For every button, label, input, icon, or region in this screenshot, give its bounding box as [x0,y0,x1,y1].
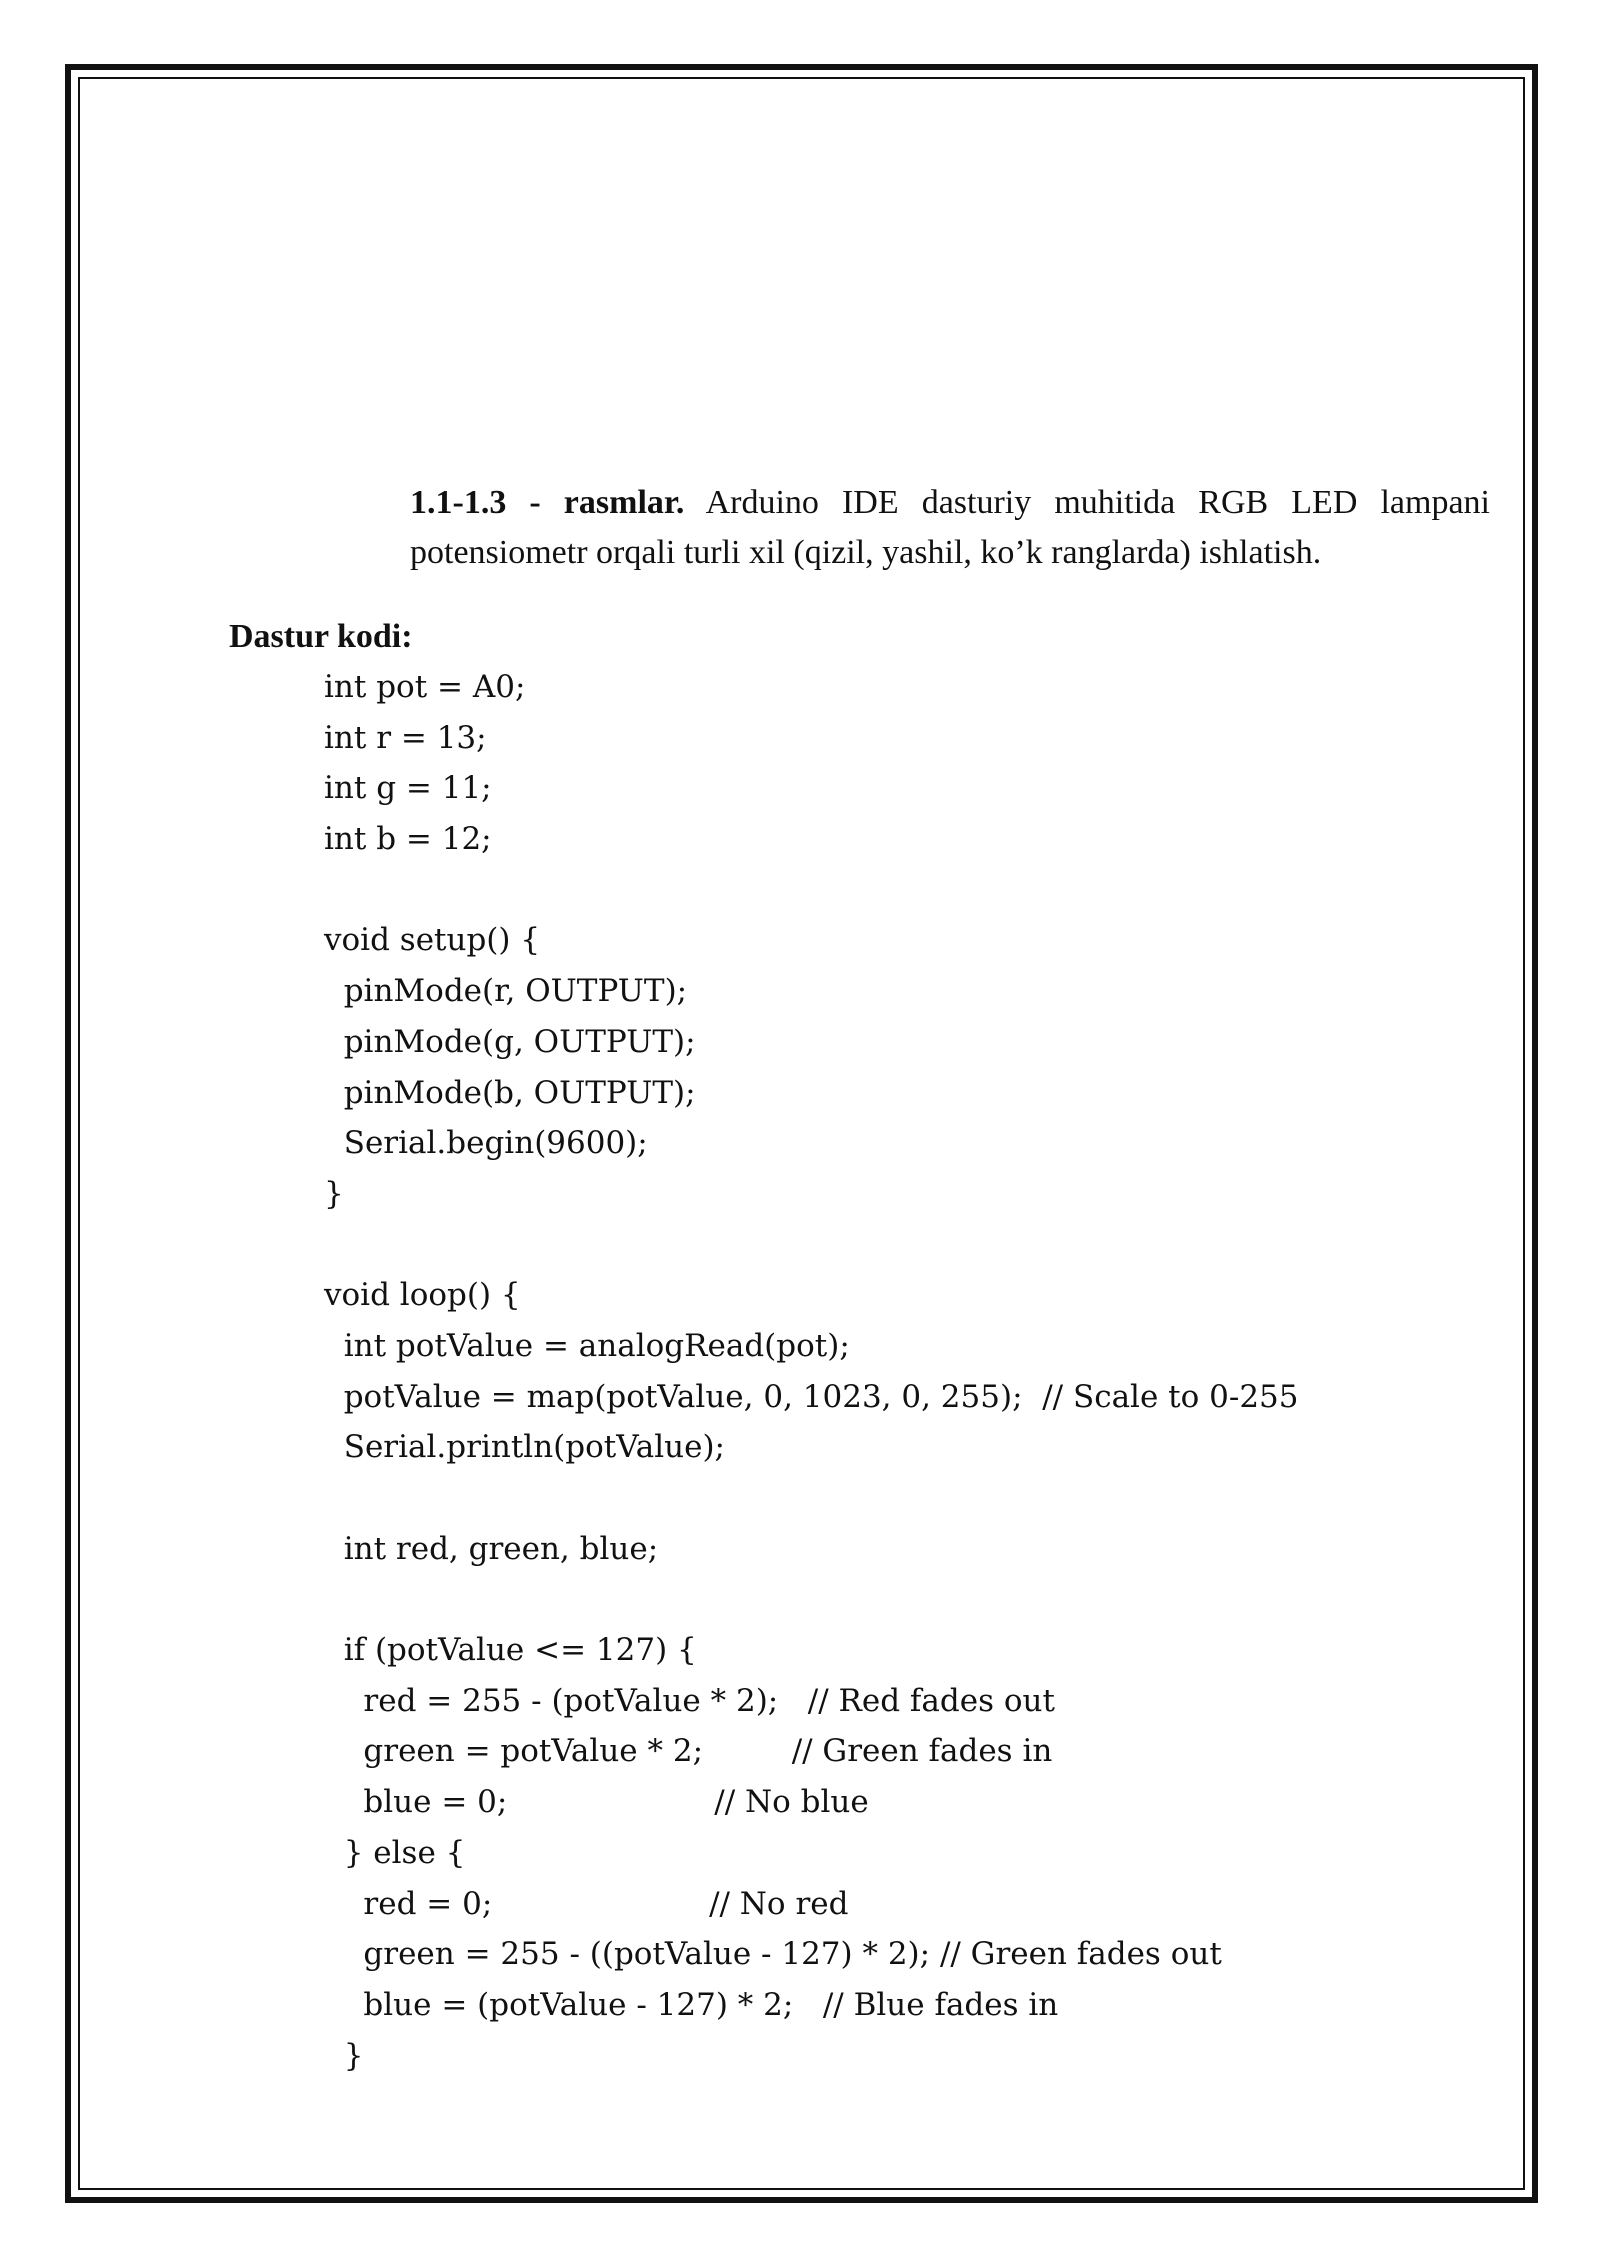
code-line: void loop() { [324,1277,521,1314]
code-line: red = 0; // No red [324,1885,849,1922]
code-line: int potValue = analogRead(pot); [324,1327,850,1364]
code-line: } [324,1175,344,1212]
code-line: pinMode(b, OUTPUT); [324,1074,696,1111]
code-line: green = 255 - ((potValue - 127) * 2); // Green fades out [324,1936,1222,1973]
code-block [324,662,1299,2081]
section-title: Dastur kodi: [229,618,413,655]
code-line: pinMode(r, OUTPUT); [324,973,688,1010]
figure-caption-text: Arduino IDE dasturiy muhitida RGB LED lampani potensiometr orqali turli xil (qizil, yashil, ko’k ranglarda) ishlatish. [410,484,1490,571]
code-line: int b = 12; [324,821,492,858]
code-line: potValue = map(potValue, 0, 1023, 0, 255); // Scale to 0-255 [324,1378,1299,1415]
code-line: Serial.begin(9600); [324,1125,648,1162]
code-line: Serial.println(potValue); [324,1429,726,1466]
code-line: blue = (potValue - 127) * 2; // Blue fades in [324,1986,1059,2023]
figure-reference: 1.1-1.3 - rasmlar. [410,484,685,521]
code-line [324,1473,1299,1524]
code-line: int red, green, blue; [324,1530,659,1567]
code-line: pinMode(g, OUTPUT); [324,1023,696,1060]
code-line: blue = 0; // No blue [324,1784,869,1821]
figure-caption [410,478,1490,578]
code-line: } [324,2037,364,2074]
code-line: int g = 11; [324,770,492,807]
code-line: int r = 13; [324,719,487,756]
code-line: red = 255 - (potValue * 2); // Red fades out [324,1682,1055,1719]
code-line: int pot = A0; [324,669,526,705]
code-line [324,865,1299,916]
code-line: void setup() { [324,922,541,959]
code-line: green = potValue * 2; // Green fades in [324,1733,1053,1770]
code-line: } else { [324,1834,466,1871]
code-line: if (potValue <= 127) { [324,1632,697,1669]
code-line [324,1220,1299,1271]
code-line [324,1574,1299,1625]
